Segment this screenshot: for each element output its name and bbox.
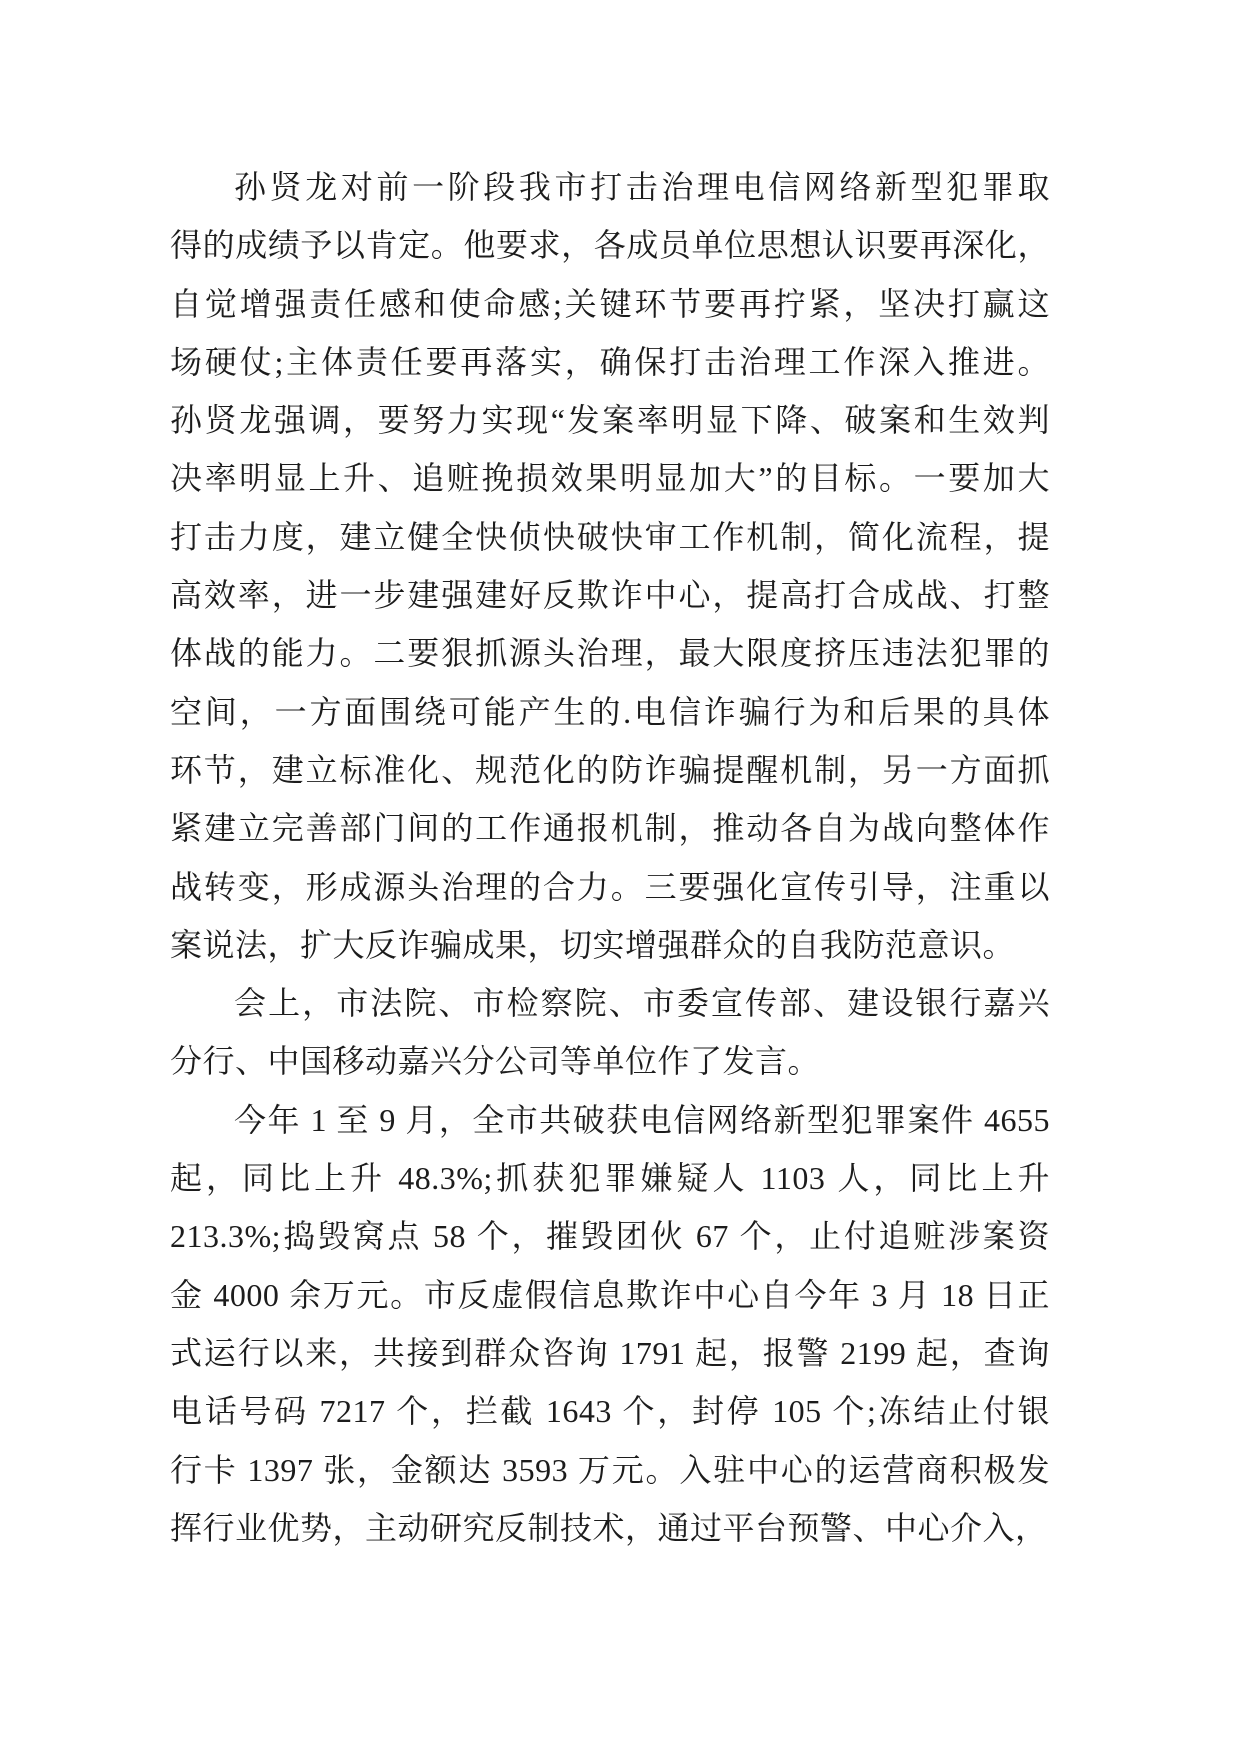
text-line: 环节，建立标准化、规范化的防诈骗提醒机制，另一方面抓 [170,751,1050,788]
text-line: 打击力度，建立健全快侦快破快审工作机制，简化流程，提 [170,518,1050,555]
text-line: 213.3%;捣毁窝点 58 个，摧毁团伙 67 个，止付追赃涉案资 [170,1218,1050,1255]
text-line: 分行、中国移动嘉兴分公司等单位作了发言。 [170,1043,821,1080]
text-line: 空间，一方面围绕可能产生的.电信诈骗行为和后果的具体 [170,693,1050,730]
text-line: 孙贤龙强调，要努力实现“发案率明显下降、破案和生效判 [170,402,1050,439]
text-line: 会上，市法院、市检察院、市委宣传部、建设银行嘉兴 [234,985,1050,1022]
text-line: 场硬仗;主体责任要再落实，确保打击治理工作深入推进。 [170,343,1050,380]
text-line: 紧建立完善部门间的工作通报机制，推动各自为战向整体作 [170,810,1050,847]
text-line: 行卡 1397 张，金额达 3593 万元。入驻中心的运营商积极发 [170,1451,1050,1488]
text-line: 战转变，形成源头治理的合力。三要强化宣传引导，注重以 [170,868,1050,905]
text-line: 起，同比上升 48.3%;抓获犯罪嫌疑人 1103 人，同比上升 [170,1160,1050,1197]
text-line: 孙贤龙对前一阶段我市打击治理电信网络新型犯罪取 [234,169,1050,205]
text-line: 金 4000 余万元。市反虚假信息欺诈中心自今年 3 月 18 日正 [170,1276,1050,1313]
text-line: 自觉增强责任感和使命感;关键环节要再拧紧，坚决打赢这 [170,285,1050,322]
text-line: 挥行业优势，主动研究反制技术，通过平台预警、中心介入， [170,1509,1048,1546]
text-line: 电话号码 7217 个，拦截 1643 个，封停 105 个;冻结止付银 [170,1393,1050,1430]
text-line: 案说法，扩大反诈骗成果，切实增强群众的自我防范意识。 [170,926,1016,963]
document-page [170,158,1050,1557]
text-line: 式运行以来，共接到群众咨询 1791 起，报警 2199 起，查询 [170,1334,1050,1371]
text-line: 得的成绩予以肯定。他要求，各成员单位思想认识要再深化， [170,227,1050,264]
text-line: 决率明显上升、追赃挽损效果明显加大”的目标。一要加大 [170,460,1050,497]
text-line: 体战的能力。二要狠抓源头治理，最大限度挤压违法犯罪的 [170,635,1050,672]
text-line: 今年 1 至 9 月，全市共破获电信网络新型犯罪案件 4655 [234,1101,1050,1138]
text-line: 高效率，进一步建强建好反欺诈中心，提高打合成战、打整 [170,577,1050,614]
